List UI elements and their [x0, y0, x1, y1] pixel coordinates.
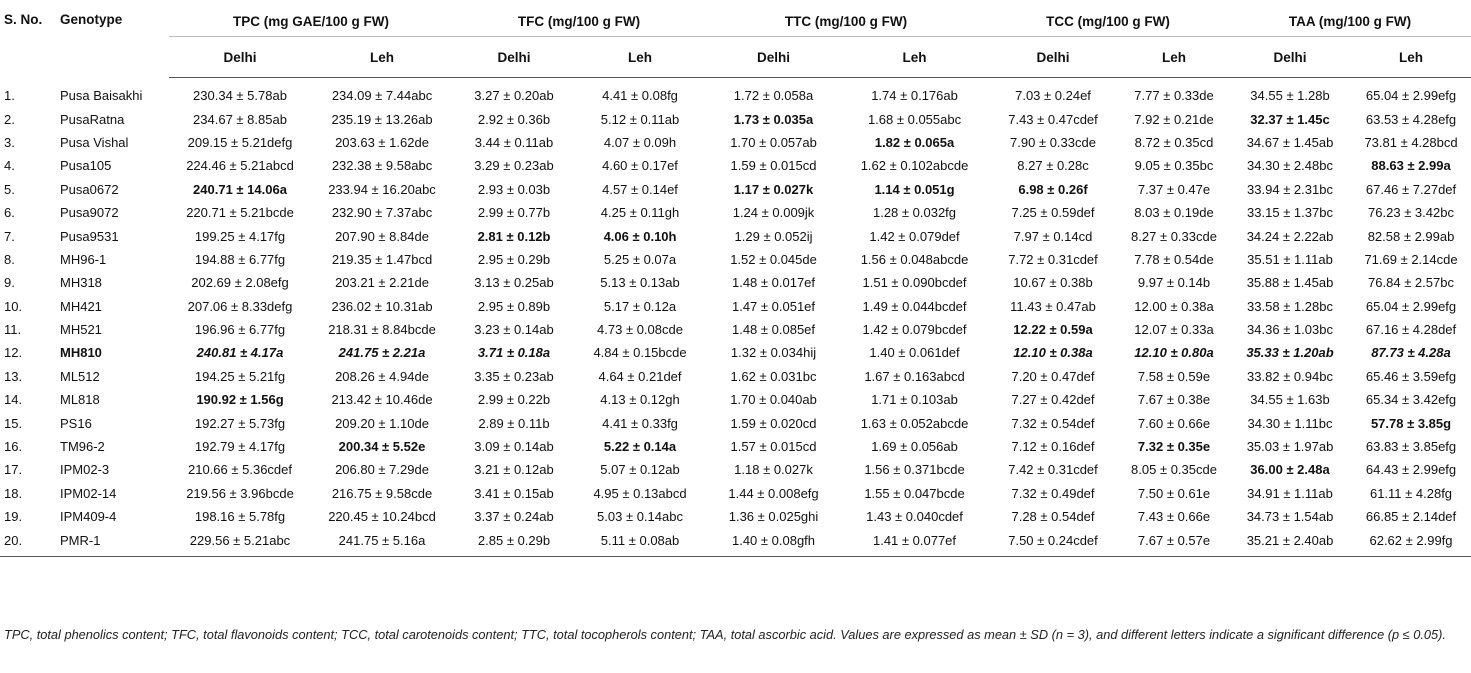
value-cell: 2.81 ± 0.12b: [477, 228, 551, 244]
row-number: 8.: [4, 251, 15, 267]
header-taa: TAA (mg/100 g FW): [1229, 6, 1471, 37]
value-cell: 12.00 ± 0.38a: [1134, 298, 1214, 314]
value-cell: 4.95 ± 0.13abcd: [593, 485, 687, 501]
value-cell: 232.90 ± 7.37abc: [331, 205, 433, 221]
value-cell: 1.82 ± 0.065a: [874, 134, 955, 150]
value-cell: 5.25 ± 0.07a: [603, 251, 677, 267]
value-cell: 36.00 ± 2.48a: [1250, 462, 1330, 478]
value-cell: 5.12 ± 0.11ab: [600, 111, 680, 127]
value-cell: 7.67 ± 0.38e: [1137, 392, 1211, 408]
table-row: [0, 388, 1471, 411]
value-cell: 5.17 ± 0.12a: [603, 298, 677, 314]
header-tpc: TPC (mg GAE/100 g FW): [169, 6, 453, 37]
table-row: [0, 224, 1471, 247]
row-number: 11.: [4, 322, 22, 338]
value-cell: 34.24 ± 2.22ab: [1246, 228, 1334, 244]
value-cell: 7.50 ± 0.61e: [1137, 485, 1211, 501]
row-number: 13.: [4, 368, 23, 384]
value-cell: 1.59 ± 0.020cd: [730, 415, 817, 431]
value-cell: 2.85 ± 0.29b: [453, 528, 575, 556]
table-row: [0, 482, 1471, 505]
value-cell: 34.73 ± 1.54ab: [1246, 509, 1334, 525]
value-cell: 66.85 ± 2.14def: [1365, 509, 1457, 525]
row-number: 18.: [4, 485, 23, 501]
header-ttc-delhi: Delhi: [705, 37, 842, 78]
header-genotype: Genotype: [60, 12, 123, 27]
genotype-cell: Pusa0672: [60, 181, 119, 197]
value-cell: 1.73 ± 0.035a: [733, 111, 814, 127]
value-cell: 210.66 ± 5.36cdef: [188, 462, 292, 478]
value-cell: 1.57 ± 0.015cd: [730, 439, 817, 455]
table-row: [0, 435, 1471, 458]
value-cell: 236.02 ± 10.31ab: [331, 298, 433, 314]
value-cell: 82.58 ± 2.99ab: [1367, 228, 1455, 244]
value-cell: 1.71 ± 0.103ab: [871, 392, 958, 408]
value-cell: 241.75 ± 5.16a: [311, 528, 453, 556]
value-cell: 208.26 ± 4.94de: [335, 368, 429, 384]
table-row: [0, 131, 1471, 154]
value-cell: 1.41 ± 0.077ef: [842, 528, 987, 556]
genotype-cell: PusaRatna: [60, 111, 125, 127]
value-cell: 1.29 ± 0.052ij: [734, 228, 813, 244]
value-cell: 1.49 ± 0.044bcdef: [862, 298, 967, 314]
value-cell: 1.51 ± 0.090bcdef: [862, 275, 967, 291]
table-row: [0, 341, 1471, 364]
value-cell: 3.71 ± 0.18a: [477, 345, 551, 361]
value-cell: 12.07 ± 0.33a: [1134, 322, 1214, 338]
value-cell: 4.25 ± 0.11gh: [600, 205, 680, 221]
genotype-cell: ML818: [60, 392, 100, 408]
value-cell: 203.63 ± 1.62de: [335, 134, 429, 150]
value-cell: 4.73 ± 0.08cde: [597, 322, 683, 338]
value-cell: 3.09 ± 0.14ab: [474, 439, 554, 455]
value-cell: 206.80 ± 7.29de: [335, 462, 429, 478]
value-cell: 202.69 ± 2.08efg: [191, 275, 289, 291]
value-cell: 199.25 ± 4.17fg: [194, 228, 286, 244]
value-cell: 192.79 ± 4.17fg: [194, 439, 286, 455]
table-row: [0, 318, 1471, 341]
value-cell: 224.46 ± 5.21abcd: [186, 158, 294, 174]
value-cell: 63.83 ± 3.85efg: [1365, 439, 1457, 455]
row-number: 12.: [4, 345, 23, 361]
value-cell: 194.25 ± 5.21fg: [194, 368, 286, 384]
row-number: 19.: [4, 509, 23, 525]
value-cell: 7.97 ± 0.14cd: [1013, 228, 1093, 244]
value-cell: 4.13 ± 0.12gh: [600, 392, 680, 408]
value-cell: 1.40 ± 0.061def: [869, 345, 960, 361]
value-cell: 35.88 ± 1.45ab: [1246, 275, 1334, 291]
value-cell: 200.34 ± 5.52e: [338, 439, 426, 455]
value-cell: 192.27 ± 5.73fg: [194, 415, 286, 431]
value-cell: 35.21 ± 2.40ab: [1229, 528, 1351, 556]
genotype-cell: TM96-2: [60, 439, 105, 455]
value-cell: 7.32 ± 0.35e: [1137, 439, 1211, 455]
row-number: 7.: [4, 228, 15, 244]
value-cell: 7.92 ± 0.21de: [1134, 111, 1214, 127]
genotype-cell: IPM02-3: [60, 462, 110, 478]
value-cell: 233.94 ± 16.20abc: [328, 181, 436, 197]
value-cell: 3.44 ± 0.11ab: [474, 134, 554, 150]
value-cell: 7.32 ± 0.54def: [1011, 415, 1095, 431]
value-cell: 7.27 ± 0.42def: [1011, 392, 1095, 408]
value-cell: 4.64 ± 0.21def: [598, 368, 682, 384]
value-cell: 3.29 ± 0.23ab: [474, 158, 554, 174]
value-cell: 5.03 ± 0.14abc: [597, 509, 683, 525]
value-cell: 1.68 ± 0.055abc: [867, 111, 962, 127]
value-cell: 1.70 ± 0.040ab: [730, 392, 817, 408]
value-cell: 234.67 ± 8.85ab: [193, 111, 287, 127]
value-cell: 63.53 ± 4.28efg: [1365, 111, 1457, 127]
value-cell: 34.30 ± 1.11bc: [1247, 415, 1333, 431]
value-cell: 2.93 ± 0.03b: [477, 181, 551, 197]
header-taa-delhi: Delhi: [1229, 37, 1351, 78]
value-cell: 1.63 ± 0.052abcde: [860, 415, 969, 431]
value-cell: 1.44 ± 0.008efg: [728, 485, 819, 501]
value-cell: 1.47 ± 0.051ef: [731, 298, 816, 314]
value-cell: 1.56 ± 0.048abcde: [860, 251, 969, 267]
value-cell: 1.40 ± 0.08gfh: [705, 528, 842, 556]
genotype-cell: ML512: [60, 368, 100, 384]
value-cell: 1.70 ± 0.057ab: [730, 134, 817, 150]
value-cell: 218.31 ± 8.84bcde: [328, 322, 436, 338]
value-cell: 1.18 ± 0.027k: [734, 462, 813, 478]
header-sno: S. No.: [4, 12, 43, 27]
value-cell: 7.78 ± 0.54de: [1134, 251, 1214, 267]
value-cell: 3.27 ± 0.20ab: [474, 88, 554, 104]
value-cell: 33.94 ± 2.31bc: [1247, 181, 1333, 197]
value-cell: 1.24 ± 0.009jk: [732, 205, 815, 221]
table-row: [0, 78, 1471, 108]
value-cell: 7.42 ± 0.31cdef: [1008, 462, 1098, 478]
header-row-locations: [0, 37, 1471, 78]
value-cell: 203.21 ± 2.21de: [335, 275, 429, 291]
value-cell: 8.27 ± 0.28c: [1017, 158, 1089, 174]
table-footnote: TPC, total phenolics content; TFC, total flavonoids content; TCC, total carotenoids content; TTC, total tocopherols content; TAA, total ascorbic acid. Values are expressed as mean ± SD (n = 3), and different letters indicate a significant difference (p ≤ 0.05).: [4, 627, 1446, 642]
value-cell: 65.04 ± 2.99efg: [1365, 298, 1457, 314]
value-cell: 8.27 ± 0.33cde: [1131, 228, 1217, 244]
value-cell: 7.72 ± 0.31cdef: [1008, 251, 1098, 267]
value-cell: 229.56 ± 5.21abc: [169, 528, 311, 556]
value-cell: 7.90 ± 0.33cde: [1010, 134, 1096, 150]
value-cell: 34.67 ± 1.45ab: [1246, 134, 1334, 150]
value-cell: 2.95 ± 0.29b: [477, 251, 551, 267]
value-cell: 8.03 ± 0.19de: [1134, 205, 1214, 221]
value-cell: 6.98 ± 0.26f: [1018, 181, 1088, 197]
value-cell: 3.23 ± 0.14ab: [474, 322, 554, 338]
value-cell: 1.43 ± 0.040cdef: [866, 509, 963, 525]
row-number: 4.: [4, 158, 15, 174]
value-cell: 2.99 ± 0.22b: [477, 392, 551, 408]
row-number: 6.: [4, 205, 15, 221]
value-cell: 3.21 ± 0.12ab: [474, 462, 554, 478]
row-number: 20.: [0, 528, 58, 556]
value-cell: 88.63 ± 2.99a: [1371, 158, 1451, 174]
row-number: 2.: [4, 111, 15, 127]
row-number: 16.: [4, 439, 23, 455]
genotype-cell: PMR-1: [58, 528, 169, 556]
header-tfc: TFC (mg/100 g FW): [453, 6, 705, 37]
row-number: 14.: [4, 392, 23, 408]
value-cell: 196.96 ± 6.77fg: [194, 322, 286, 338]
value-cell: 7.20 ± 0.47def: [1011, 368, 1095, 384]
value-cell: 3.35 ± 0.23ab: [474, 368, 554, 384]
value-cell: 34.55 ± 1.28b: [1250, 88, 1330, 104]
value-cell: 76.23 ± 3.42bc: [1368, 205, 1454, 221]
value-cell: 35.33 ± 1.20ab: [1246, 345, 1334, 361]
header-tpc-leh: Leh: [311, 37, 453, 78]
table-body: [0, 78, 1471, 557]
value-cell: 7.32 ± 0.49def: [1011, 485, 1095, 501]
genotype-cell: MH421: [60, 298, 102, 314]
header-tcc-leh: Leh: [1119, 37, 1229, 78]
value-cell: 34.55 ± 1.63b: [1250, 392, 1330, 408]
value-cell: 1.74 ± 0.176ab: [871, 88, 958, 104]
value-cell: 35.03 ± 1.97ab: [1246, 439, 1334, 455]
genotype-cell: MH521: [60, 322, 102, 338]
header-tpc-delhi: Delhi: [169, 37, 311, 78]
value-cell: 198.16 ± 5.78fg: [194, 509, 286, 525]
value-cell: 1.32 ± 0.034hij: [730, 345, 817, 361]
value-cell: 34.30 ± 2.48bc: [1247, 158, 1333, 174]
genotype-cell: Pusa105: [60, 158, 112, 174]
value-cell: 1.72 ± 0.058a: [733, 88, 814, 104]
table-row: [0, 271, 1471, 294]
value-cell: 12.10 ± 0.80a: [1134, 345, 1214, 361]
value-cell: 1.59 ± 0.015cd: [730, 158, 817, 174]
value-cell: 1.62 ± 0.031bc: [730, 368, 817, 384]
value-cell: 10.67 ± 0.38b: [1013, 275, 1093, 291]
header-taa-leh: Leh: [1351, 37, 1471, 78]
value-cell: 1.55 ± 0.047bcde: [864, 485, 965, 501]
value-cell: 1.42 ± 0.079def: [869, 228, 960, 244]
value-cell: 73.81 ± 4.28bcd: [1364, 134, 1458, 150]
value-cell: 235.19 ± 13.26ab: [331, 111, 433, 127]
value-cell: 7.25 ± 0.59def: [1011, 205, 1095, 221]
value-cell: 219.56 ± 3.96bcde: [186, 485, 294, 501]
table-row: [0, 154, 1471, 177]
value-cell: 209.15 ± 5.21defg: [187, 134, 293, 150]
table-row: [0, 505, 1471, 528]
value-cell: 65.04 ± 2.99efg: [1365, 88, 1457, 104]
value-cell: 207.90 ± 8.84de: [335, 228, 429, 244]
value-cell: 1.36 ± 0.025ghi: [728, 509, 819, 525]
value-cell: 8.72 ± 0.35cd: [1134, 134, 1214, 150]
header-ttc: TTC (mg/100 g FW): [705, 6, 987, 37]
value-cell: 2.95 ± 0.89b: [477, 298, 551, 314]
value-cell: 33.82 ± 0.94bc: [1247, 368, 1333, 384]
value-cell: 34.91 ± 1.11ab: [1247, 485, 1333, 501]
value-cell: 12.22 ± 0.59a: [1013, 322, 1093, 338]
value-cell: 1.52 ± 0.045de: [730, 251, 817, 267]
value-cell: 240.71 ± 14.06a: [193, 181, 287, 197]
value-cell: 4.06 ± 0.10h: [603, 228, 677, 244]
value-cell: 216.75 ± 9.58cde: [331, 485, 433, 501]
value-cell: 1.67 ± 0.163abcd: [864, 368, 965, 384]
genotype-cell: IPM02-14: [60, 485, 117, 501]
value-cell: 241.75 ± 2.21a: [338, 345, 426, 361]
table-row: [0, 248, 1471, 271]
value-cell: 190.92 ± 1.56g: [196, 392, 284, 408]
value-cell: 61.11 ± 4.28fg: [1369, 485, 1453, 501]
value-cell: 1.56 ± 0.371bcde: [864, 462, 965, 478]
genotype-cell: IPM409-4: [60, 509, 117, 525]
header-row-groups: [0, 6, 1471, 37]
genotype-table: [0, 6, 1471, 557]
value-cell: 2.99 ± 0.77b: [477, 205, 551, 221]
value-cell: 34.36 ± 1.03bc: [1247, 322, 1333, 338]
value-cell: 7.43 ± 0.66e: [1137, 509, 1211, 525]
value-cell: 230.34 ± 5.78ab: [193, 88, 287, 104]
row-number: 3.: [4, 134, 15, 150]
value-cell: 4.41 ± 0.33fg: [602, 415, 678, 431]
table-row: [0, 411, 1471, 434]
value-cell: 240.81 ± 4.17a: [196, 345, 284, 361]
value-cell: 5.11 ± 0.08ab: [575, 528, 705, 556]
value-cell: 4.41 ± 0.08fg: [602, 88, 678, 104]
value-cell: 7.03 ± 0.24ef: [1015, 88, 1091, 104]
value-cell: 7.60 ± 0.66e: [1137, 415, 1211, 431]
header-tcc: TCC (mg/100 g FW): [987, 6, 1229, 37]
table-row: [0, 528, 1471, 556]
value-cell: 65.46 ± 3.59efg: [1365, 368, 1457, 384]
value-cell: 194.88 ± 6.77fg: [194, 251, 286, 267]
value-cell: 1.48 ± 0.085ef: [731, 322, 816, 338]
genotype-cell: Pusa9072: [60, 205, 119, 221]
genotype-cell: MH810: [60, 345, 102, 361]
value-cell: 57.78 ± 3.85g: [1370, 415, 1452, 431]
header-tcc-delhi: Delhi: [987, 37, 1119, 78]
header-tfc-delhi: Delhi: [453, 37, 575, 78]
row-number: 1.: [4, 87, 15, 103]
value-cell: 207.06 ± 8.33defg: [187, 298, 293, 314]
genotype-cell: Pusa Vishal: [60, 134, 129, 150]
value-cell: 4.57 ± 0.14ef: [602, 181, 678, 197]
value-cell: 5.07 ± 0.12ab: [600, 462, 680, 478]
genotype-cell: PS16: [60, 415, 92, 431]
value-cell: 67.46 ± 7.27def: [1365, 181, 1457, 197]
value-cell: 1.17 ± 0.027k: [733, 181, 814, 197]
value-cell: 9.05 ± 0.35bc: [1134, 158, 1214, 174]
value-cell: 67.16 ± 4.28def: [1365, 322, 1457, 338]
genotype-cell: Pusa Baisakhi: [60, 87, 143, 103]
value-cell: 33.15 ± 1.37bc: [1247, 205, 1333, 221]
value-cell: 7.37 ± 0.47e: [1137, 181, 1211, 197]
value-cell: 1.62 ± 0.102abcde: [860, 158, 969, 174]
value-cell: 5.13 ± 0.13ab: [600, 275, 680, 291]
value-cell: 7.50 ± 0.24cdef: [987, 528, 1119, 556]
value-cell: 11.43 ± 0.47ab: [1010, 298, 1096, 314]
value-cell: 87.73 ± 4.28a: [1371, 345, 1451, 361]
value-cell: 3.41 ± 0.15ab: [474, 485, 554, 501]
genotype-cell: Pusa9531: [60, 228, 119, 244]
table-row: [0, 201, 1471, 224]
value-cell: 12.10 ± 0.38a: [1013, 345, 1093, 361]
value-cell: 7.43 ± 0.47cdef: [1008, 111, 1098, 127]
table-row: [0, 365, 1471, 388]
header-ttc-leh: Leh: [842, 37, 987, 78]
value-cell: 219.35 ± 1.47bcd: [331, 251, 433, 267]
value-cell: 234.09 ± 7.44abc: [331, 88, 433, 104]
value-cell: 1.69 ± 0.056ab: [871, 439, 958, 455]
value-cell: 1.42 ± 0.079bcdef: [862, 322, 967, 338]
value-cell: 32.37 ± 1.45c: [1250, 111, 1330, 127]
genotype-cell: MH96-1: [60, 251, 107, 267]
table-row: [0, 295, 1471, 318]
value-cell: 7.12 ± 0.16def: [1011, 439, 1095, 455]
value-cell: 7.67 ± 0.57e: [1119, 528, 1229, 556]
value-cell: 1.28 ± 0.032fg: [872, 205, 957, 221]
value-cell: 232.38 ± 9.58abc: [331, 158, 433, 174]
value-cell: 3.37 ± 0.24ab: [474, 509, 554, 525]
value-cell: 4.84 ± 0.15bcde: [593, 345, 687, 361]
value-cell: 4.07 ± 0.09h: [603, 134, 677, 150]
value-cell: 8.05 ± 0.35cde: [1131, 462, 1217, 478]
value-cell: 35.51 ± 1.11ab: [1247, 251, 1333, 267]
table-row: [0, 458, 1471, 481]
row-number: 17.: [4, 462, 23, 478]
value-cell: 33.58 ± 1.28bc: [1247, 298, 1333, 314]
value-cell: 220.71 ± 5.21bcde: [186, 205, 294, 221]
value-cell: 3.13 ± 0.25ab: [474, 275, 554, 291]
value-cell: 4.60 ± 0.17ef: [602, 158, 678, 174]
value-cell: 220.45 ± 10.24bcd: [328, 509, 436, 525]
value-cell: 209.20 ± 1.10de: [335, 415, 429, 431]
genotype-cell: MH318: [60, 275, 102, 291]
value-cell: 71.69 ± 2.14cde: [1364, 251, 1458, 267]
value-cell: 5.22 ± 0.14a: [603, 439, 677, 455]
header-tfc-leh: Leh: [575, 37, 705, 78]
value-cell: 64.43 ± 2.99efg: [1365, 462, 1457, 478]
row-number: 9.: [4, 275, 15, 291]
table-row: [0, 178, 1471, 201]
row-number: 10.: [4, 298, 23, 314]
row-number: 5.: [4, 181, 15, 197]
value-cell: 2.89 ± 0.11b: [478, 415, 550, 431]
value-cell: 9.97 ± 0.14b: [1137, 275, 1211, 291]
table-row: [0, 107, 1471, 130]
value-cell: 65.34 ± 3.42efg: [1365, 392, 1457, 408]
value-cell: 7.77 ± 0.33de: [1134, 88, 1214, 104]
row-number: 15.: [4, 415, 23, 431]
value-cell: 1.14 ± 0.051g: [874, 181, 955, 197]
value-cell: 62.62 ± 2.99fg: [1351, 528, 1471, 556]
value-cell: 7.58 ± 0.59e: [1137, 368, 1211, 384]
value-cell: 76.84 ± 2.57bc: [1368, 275, 1454, 291]
value-cell: 2.92 ± 0.36b: [477, 111, 551, 127]
value-cell: 213.42 ± 10.46de: [331, 392, 433, 408]
value-cell: 1.48 ± 0.017ef: [731, 275, 816, 291]
value-cell: 7.28 ± 0.54def: [1011, 509, 1095, 525]
